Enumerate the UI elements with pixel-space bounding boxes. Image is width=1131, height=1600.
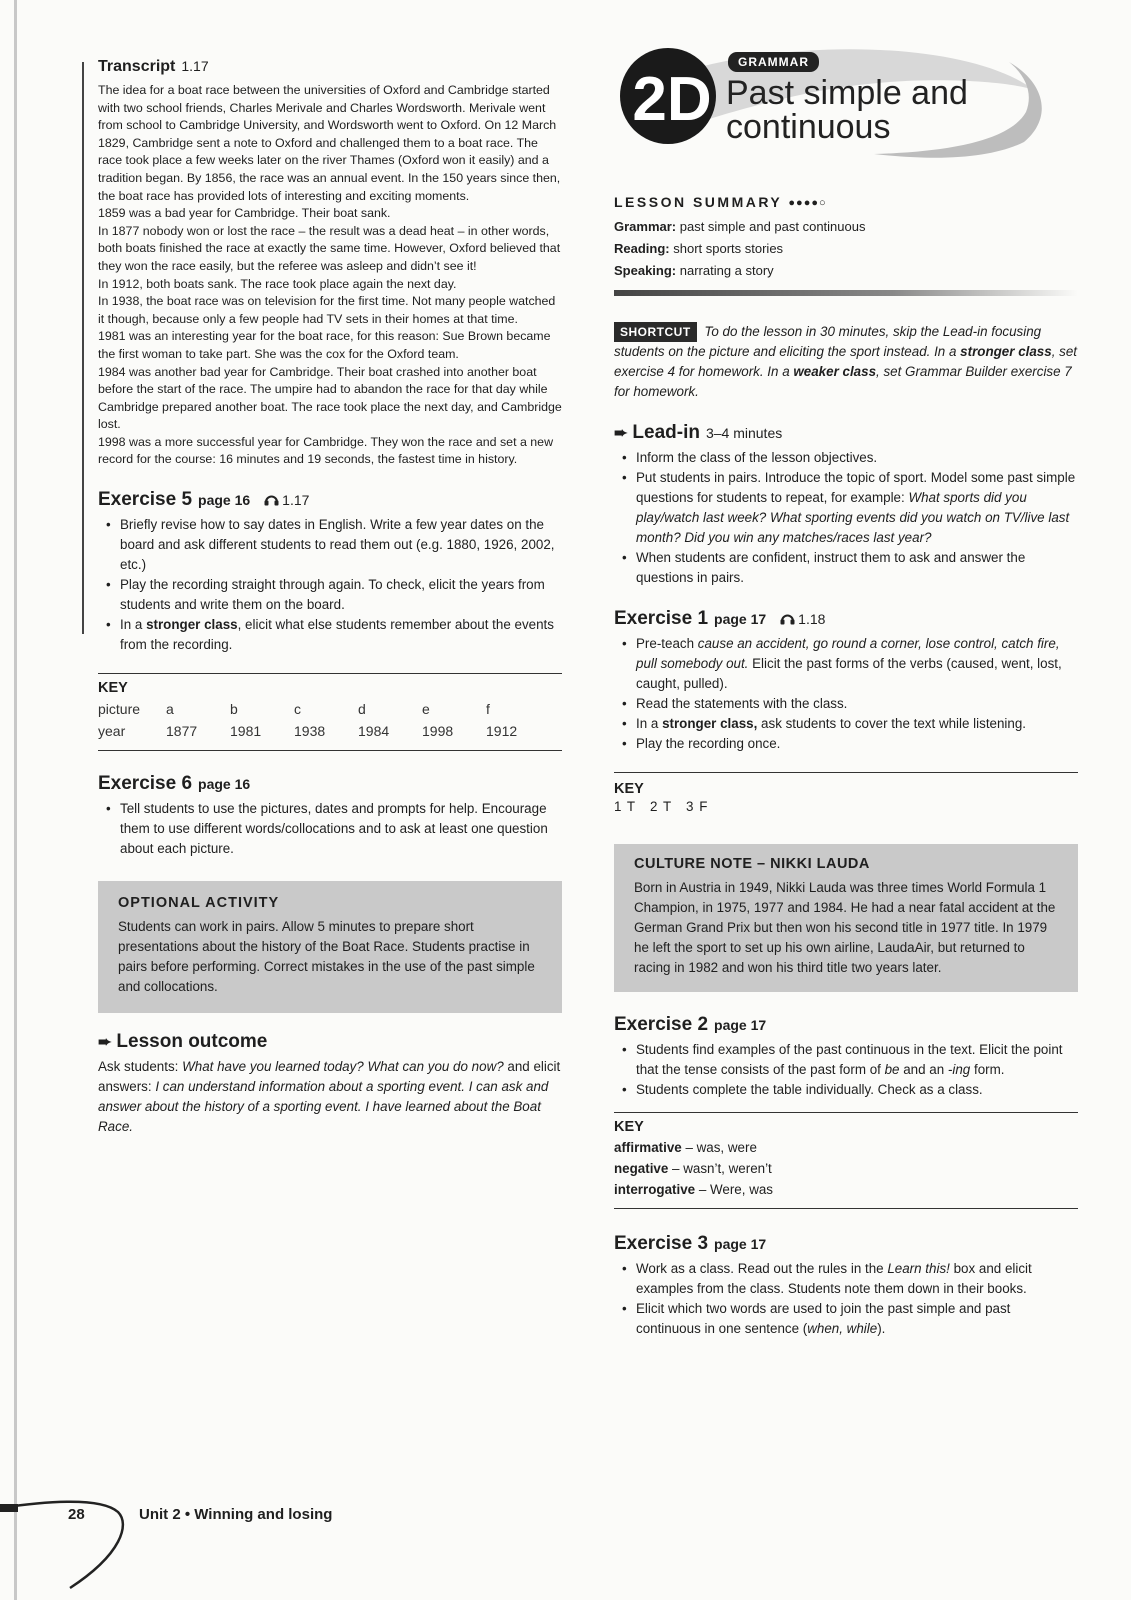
optional-activity-text: Students can work in pairs. Allow 5 minutes to prepare short presentations about the history of the Boat Race. Students practise in pairs before performing. Correct mistakes in the use of the past simple and collocations. — [118, 919, 535, 995]
list-item: • Briefly revise how to say dates in English. Write a few year dates on the board and ask different students to read them out (e.g. 1880, 1926, 2002, etc.) — [98, 515, 562, 575]
lesson-outcome-section — [98, 1031, 562, 1137]
headphones-icon — [780, 612, 795, 625]
list-item: • Read the statements with the class. — [614, 694, 1078, 714]
lead-in-section — [614, 422, 1078, 588]
shortcut-note: SHORTCUT To do the lesson in 30 minutes, skip the Lead-in focusing students on the picture and eliciting the sport instead. In a stronger class, set exercise 4 for homework. In a weaker class, set Grammar Builder exercise 7 for homework. — [614, 324, 1078, 399]
table-cell: c — [294, 701, 301, 718]
table-row — [98, 698, 550, 720]
table-cell: picture — [98, 701, 141, 718]
transcript-paragraph: 1998 was a more successful year for Cambridge. They won the race and set a new record for the course: 16 minutes and 19 seconds, the fastest time in history. — [98, 434, 554, 467]
exercise-3-heading: Exercise 3 page 17 — [614, 1233, 767, 1254]
unit-code-glyph: 2D — [632, 65, 712, 134]
list-item: • Play the recording straight through again. To check, elicit the years from students and write them on the board. — [98, 575, 562, 615]
exercise-5-heading: Exercise 5 page 16 1.17 — [98, 489, 310, 511]
lesson-title: Past simple and continuous — [726, 74, 968, 146]
headphones-icon — [264, 493, 279, 506]
table-cell: d — [358, 701, 366, 718]
list-item: • Play the recording once. — [614, 734, 1078, 754]
list-item: • When students are confident, instruct them to ask and answer the questions in pairs. — [614, 548, 1078, 588]
list-item: • Work as a class. Read out the rules in the Learn this! box and elicit examples from the class. Students note them down in their books. — [614, 1259, 1078, 1299]
culture-note-text: Born in Austria in 1949, Nikki Lauda was three times World Formula 1 Champion, in 1975, 1977 and 1984. He had a near fatal accident at the German Grand Prix but then won his second title in 1977 title. In 1979 he left the sport to set up his own airline, LaudaAir, but returned to racing in 1982 and won his third title two years later. — [634, 880, 1056, 975]
list-item: • Students find examples of the past continuous in the text. Elicit the point that the tense consists of the past form of be and an -ing form. — [614, 1040, 1078, 1080]
lesson-summary-grammar: Grammar: past simple and past continuous — [614, 219, 866, 234]
exercise-3-bullets — [614, 1259, 1078, 1339]
culture-note-box — [614, 844, 1078, 992]
exercise-5-bullets — [98, 515, 562, 655]
lesson-summary-reading: Reading: short sports stories — [614, 241, 784, 256]
lesson-summary — [614, 194, 1078, 296]
lesson-summary-speaking: Speaking: narrating a story — [614, 263, 774, 278]
key-table — [98, 698, 550, 742]
table-cell: 1877 — [166, 723, 198, 740]
table-cell: f — [486, 701, 490, 718]
key-row: interrogative – Were, was — [614, 1182, 774, 1197]
key-row: affirmative – was, were — [614, 1140, 757, 1155]
lesson-outcome-heading: ➨ Lesson outcome — [98, 1031, 268, 1053]
lesson-banner — [614, 42, 1078, 162]
list-item: • Students complete the table individually. Check as a class. — [614, 1080, 1078, 1100]
list-item: • Pre-teach cause an accident, go round a corner, lose control, catch fire, pull somebody out. Elicit the past forms of the verbs (caused, went, lost, caught, pulled). — [614, 634, 1078, 694]
culture-note-title: CULTURE NOTE – NIKKI LAUDA — [634, 856, 870, 872]
transcript-paragraph: In 1877 nobody won or lost the race – the result was a dead heat – in other words, both boats finished the race at exactly the same time. However, Oxford believed that they won the race easily, but the referee was asleep and didn’t see it! — [98, 223, 561, 273]
list-item: • Tell students to use the pictures, dates and prompts for help. Encourage them to use different words/collocations and to ask at least one question about each picture. — [98, 799, 562, 859]
table-cell: 1984 — [358, 723, 390, 740]
page-number: 28 — [68, 1506, 85, 1523]
left-column — [98, 58, 562, 1137]
table-cell: e — [422, 701, 430, 718]
exercise-1-bullets — [614, 634, 1078, 754]
lesson-outcome-text: Ask students: What have you learned today? What can you do now? and elicit answers: I can understand information about a sporting event. I can ask and answer about the history of a sporting event. I have learned about the Boat Race. — [98, 1059, 561, 1135]
exercise-2-bullets — [614, 1040, 1078, 1100]
exercise-1-heading: Exercise 1 page 17 1.18 — [614, 608, 826, 629]
page-footer — [0, 1494, 500, 1594]
difficulty-dots-icon: ●●●●○ — [788, 197, 827, 209]
table-cell: year — [98, 723, 126, 740]
exercise-5-section — [98, 489, 562, 751]
key-row: negative – wasn’t, weren’t — [614, 1161, 772, 1176]
key-title: KEY — [614, 1119, 644, 1135]
transcript-box — [98, 58, 562, 469]
list-item: • In a stronger class, elicit what else students remember about the events from the recording. — [98, 615, 562, 655]
exercise-6-section — [98, 773, 562, 859]
key-title: KEY — [98, 680, 128, 697]
list-item: • Inform the class of the lesson objectives. — [614, 448, 1078, 468]
table-cell: 1981 — [230, 723, 262, 740]
transcript-paragraph: 1981 was an interesting year for the boat race, for this reason: Sue Brown became the first woman to take part. She was the cox for the Oxford team. — [98, 329, 551, 361]
transcript-paragraph: The idea for a boat race between the universities of Oxford and Cambridge started with two school friends, Charles Merivale and Charles Wordsworth. Merivale went from school to Cambridge University, and Wordsworth went to Oxford. On 12 March 1829, Cambridge sent a note to Oxford and challenged them to a boat race. The race took place a few weeks later on the river Thames (Oxford won it easily) and a tradition began. By 1856, the race was an annual event. In the 150 years since then, the boat race has provided lots of interesting and exciting moments. — [98, 83, 561, 203]
arrow-right-icon: ➨ — [614, 425, 628, 442]
exercise-5-key — [98, 673, 562, 751]
exercise-6-heading: Exercise 6 page 16 — [98, 773, 251, 795]
key-answers: 1 T 2 T 3 F — [614, 799, 709, 814]
page-binding-edge — [14, 0, 17, 1600]
transcript-heading: Transcript 1.17 — [98, 58, 209, 75]
table-cell: 1998 — [422, 723, 454, 740]
key-title: KEY — [614, 781, 644, 797]
exercise-6-bullets — [98, 799, 562, 859]
arrow-right-icon: ➨ — [98, 1034, 112, 1052]
list-item: • Put students in pairs. Introduce the topic of sport. Model some past simple questions for students to repeat, for example: What sports did you play/watch last week? What sporting events did you watch on TV/live last month? Did you win any matches/races last year? — [614, 468, 1078, 548]
table-cell: 1938 — [294, 723, 326, 740]
exercise-1-section — [614, 608, 1078, 814]
table-cell: a — [166, 701, 174, 718]
table-row — [98, 720, 550, 742]
exercise-1-key — [614, 772, 1078, 814]
exercise-2-key — [614, 1112, 1078, 1209]
lead-in-bullets — [614, 448, 1078, 588]
transcript-paragraph: 1984 was another bad year for Cambridge. Their boat crashed into another boat before the start of the race. The umpire had to abandon the race for that day while Cambridge prepared another boat. The race took place the next day, and Cambridge lost. — [98, 364, 562, 432]
unit-label: Unit 2 • Winning and losing — [139, 1506, 333, 1523]
transcript-paragraph: 1859 was a bad year for Cambridge. Their boat sank. — [98, 206, 391, 221]
lesson-summary-title: LESSON SUMMARY ●●●●○ — [614, 194, 827, 210]
right-column — [614, 42, 1078, 1339]
shortcut-tag: SHORTCUT — [614, 322, 697, 342]
optional-activity-box — [98, 881, 562, 1013]
grammar-badge: GRAMMAR — [728, 52, 819, 72]
list-item: • Elicit which two words are used to join the past simple and past continuous in one sentence (when, while). — [614, 1299, 1078, 1339]
table-cell: 1912 — [486, 723, 518, 740]
lead-in-heading: ➨ Lead-in 3–4 minutes — [614, 422, 783, 443]
exercise-2-heading: Exercise 2 page 17 — [614, 1014, 767, 1035]
transcript-paragraph: In 1938, the boat race was on television for the first time. Not many people watched it though, because only a few people had TV sets in their homes at that time. — [98, 294, 556, 326]
exercise-2-section — [614, 1014, 1078, 1209]
exercise-3-section — [614, 1233, 1078, 1339]
transcript-paragraph: In 1912, both boats sank. The race took place again the next day. — [98, 276, 457, 291]
list-item: • In a stronger class, ask students to cover the text while listening. — [614, 714, 1078, 734]
optional-activity-title: OPTIONAL ACTIVITY — [118, 895, 280, 912]
table-cell: b — [230, 701, 238, 718]
divider-bar — [614, 290, 1078, 296]
